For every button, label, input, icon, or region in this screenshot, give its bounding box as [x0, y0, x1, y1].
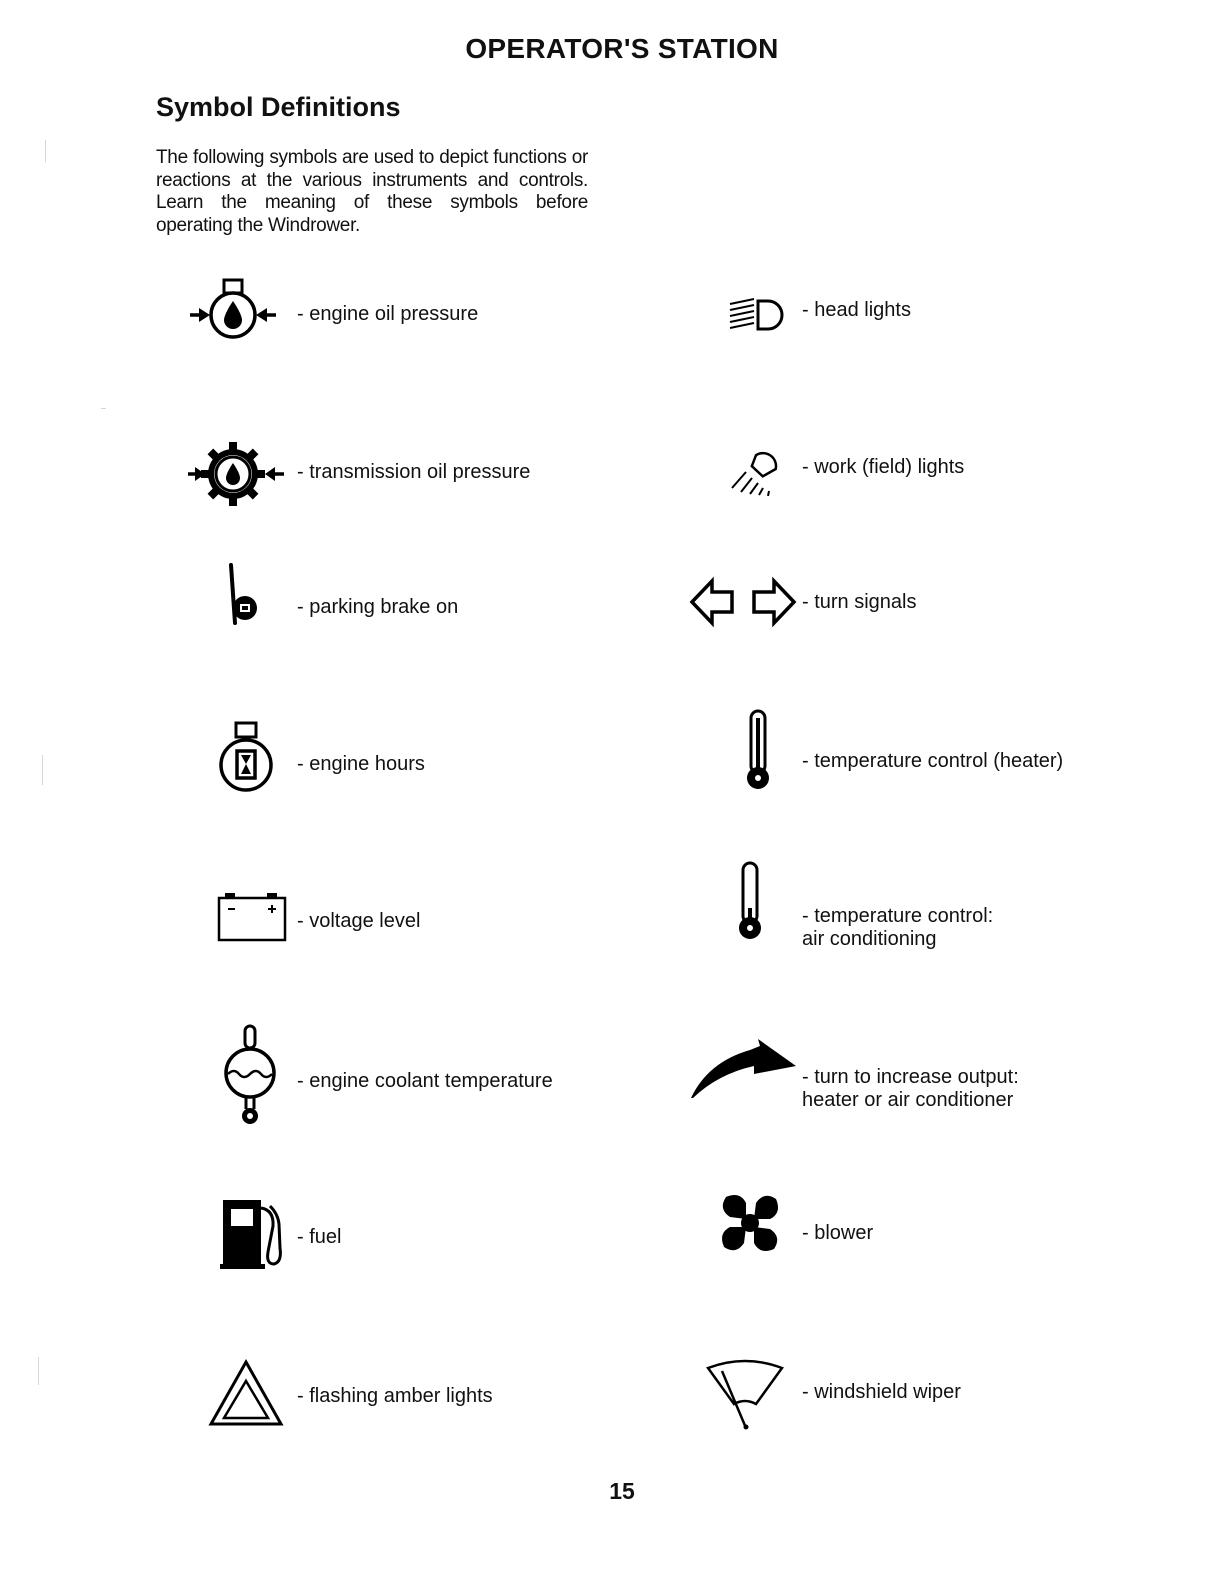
windshield-wiper-label: - windshield wiper	[802, 1381, 961, 1403]
section-title: Symbol Definitions	[156, 92, 401, 122]
scan-mark	[101, 408, 106, 409]
fuel-pump-icon	[218, 1196, 290, 1272]
thermometer-ac-label: - temperature control: air conditioning	[802, 905, 994, 950]
work-lights-label: - work (field) lights	[802, 456, 965, 478]
transmission-oil-pressure-label: - transmission oil pressure	[297, 461, 531, 483]
transmission-oil-pressure-icon	[186, 437, 286, 511]
scan-mark	[42, 755, 43, 785]
blower-fan-icon	[717, 1190, 783, 1256]
engine-oil-pressure-label: - engine oil pressure	[297, 303, 479, 325]
engine-hours-icon	[216, 720, 278, 796]
flashing-amber-lights-label: - flashing amber lights	[297, 1385, 493, 1407]
page-title: OPERATOR'S STATION	[465, 33, 779, 64]
head-lights-label: - head lights	[802, 299, 911, 321]
turn-signals-label: - turn signals	[802, 591, 917, 613]
increase-output-arc-icon	[688, 1036, 800, 1102]
thermometer-heater-icon	[743, 708, 773, 792]
thermometer-heater-label: - temperature control (heater)	[802, 750, 1064, 772]
work-lights-icon	[728, 450, 788, 496]
intro-paragraph: The following symbols are used to depict functions or reactions at the various instruments and controls. Learn the meaning of these symbols before operating the Windrower.	[156, 147, 588, 236]
parking-brake-icon	[222, 563, 268, 631]
scan-mark	[45, 140, 46, 162]
page-number: 15	[609, 1478, 635, 1504]
windshield-wiper-icon	[704, 1358, 786, 1432]
head-lights-icon	[728, 294, 786, 336]
engine-oil-pressure-icon	[188, 277, 288, 349]
turn-signals-icon	[688, 572, 798, 632]
blower-label: - blower	[802, 1222, 874, 1244]
coolant-temperature-label: - engine coolant temperature	[297, 1070, 553, 1092]
battery-icon	[215, 890, 291, 944]
engine-hours-label: - engine hours	[297, 753, 425, 775]
scan-mark	[38, 1357, 39, 1385]
fuel-label: - fuel	[297, 1226, 342, 1248]
thermometer-ac-icon	[735, 860, 765, 942]
voltage-level-label: - voltage level	[297, 910, 421, 932]
increase-output-label: - turn to increase output: heater or air conditioner	[802, 1066, 1019, 1111]
hazard-triangle-icon	[208, 1358, 284, 1428]
coolant-temperature-icon	[218, 1023, 284, 1131]
parking-brake-label: - parking brake on	[297, 596, 459, 618]
